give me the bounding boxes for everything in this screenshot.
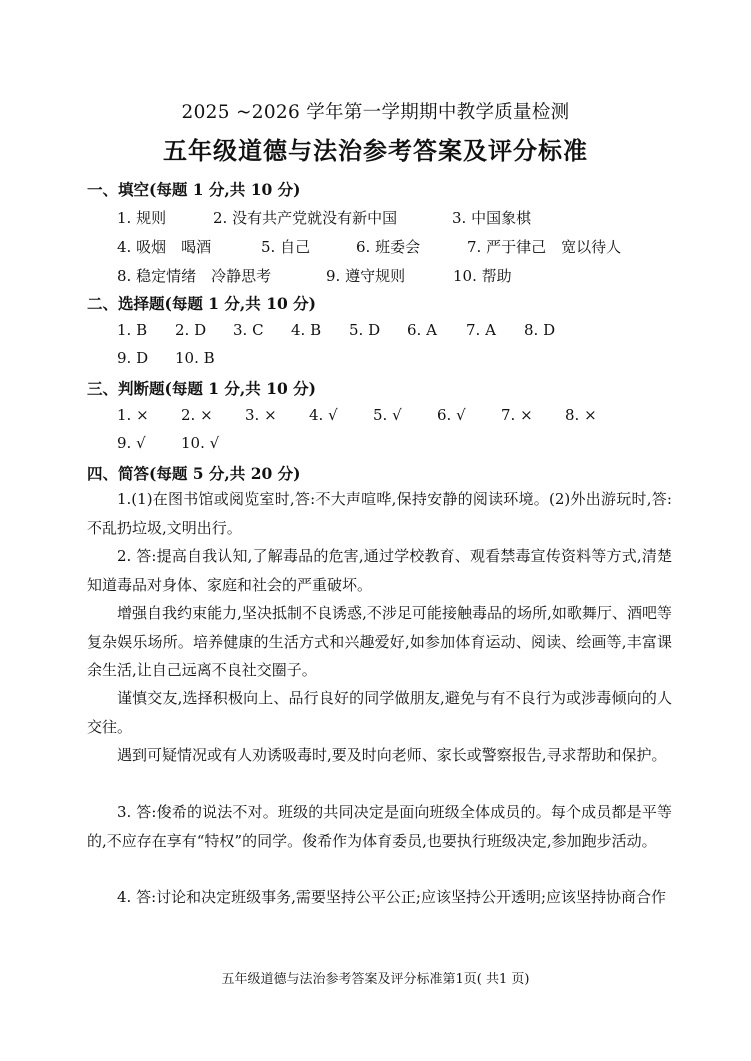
judge-answer: 5. √ [373,406,402,424]
short-answer-4: 4. 答:讨论和决定班级事务,需要坚持公平公正;应该坚持公开透明;应该坚持协商合作 [117,888,667,906]
short-answer-2-part: 增强自我约束能力,坚决抵制不良诱惑,不涉足可能接触毒品的场所,如歌舞厅、酒吧等复杂娱乐场所。培养健康的生活方式和兴趣爱好,如参加体育运动、阅读、绘画等,丰富课余生活,让自己远离不良社交圈子。 [87,604,672,679]
fill-answer: 8. 稳定情绪 冷静思考 [117,267,272,285]
fill-answer: 2. 没有共产党就没有新中国 [213,209,398,227]
section-short-heading: 四、简答(每题 5 分,共 20 分) [87,464,301,483]
fill-answer: 6. 班委会 [356,238,421,256]
fill-answer: 4. 吸烟 喝酒 [117,238,212,256]
fill-answer: 10. 帮助 [453,267,512,285]
judge-answer: 3. × [245,406,277,424]
page-footer: 五年级道德与法治参考答案及评分标准第1页( 共1 页) [221,972,530,987]
section-fill-heading: 一、填空(每题 1 分,共 10 分) [87,180,301,199]
fill-answer: 7. 严于律己 宽以待人 [467,238,622,256]
section-judge-heading: 三、判断题(每题 1 分,共 10 分) [87,379,317,398]
document-title: 五年级道德与法治参考答案及评分标准 [163,136,588,165]
short-answer-3: 3. 答:俊希的说法不对。班级的共同决定是面向班级全体成员的。每个成员都是平等的,不应存在享有“特权”的同学。俊希作为体育委员,也要执行班级决定,参加跑步活动。 [87,803,672,850]
judge-answer: 8. × [565,406,597,424]
judge-answer: 2. × [181,406,213,424]
section-choice-heading: 二、选择题(每题 1 分,共 10 分) [87,294,317,313]
fill-answer: 9. 遵守规则 [326,267,406,285]
judge-answer: 6. √ [437,406,466,424]
exam-title: 2025 ~2026 学年第一学期期中教学质量检测 [181,102,570,123]
choice-answer: 2. D [175,321,207,339]
choice-answer: 9. D [117,349,149,367]
choice-answer: 6. A [407,321,437,339]
choice-answer: 10. B [175,349,215,367]
judge-answer: 7. × [501,406,533,424]
short-answer-2-part: 谨慎交友,选择积极向上、品行良好的同学做朋友,避免与有不良行为或涉毒倾向的人交往。 [87,689,672,736]
fill-answer: 3. 中国象棋 [452,209,532,227]
choice-answer: 1. B [117,321,148,339]
short-answer-2: 2. 答:提高自我认知,了解毒品的危害,通过学校教育、观看禁毒宣传资料等方式,清楚知道毒品对身体、家庭和社会的严重破坏。 [87,547,672,594]
fill-answer: 1. 规则 [117,209,167,227]
fill-answer: 5. 自己 [261,238,311,256]
choice-answer: 8. D [524,321,556,339]
choice-answer: 3. C [233,321,264,339]
choice-answer: 7. A [466,321,496,339]
judge-answer: 9. √ [117,434,146,452]
judge-answer: 10. √ [181,434,220,452]
short-answer-2-part: 遇到可疑情况或有人劝诱吸毒时,要及时向老师、家长或警察报告,寻求帮助和保护。 [117,746,667,764]
judge-answer: 1. × [117,406,149,424]
short-answer-1: 1.(1)在图书馆或阅览室时,答:不大声喧哗,保持安静的阅读环境。(2)外出游玩时,答:不乱扔垃圾,文明出行。 [87,490,672,537]
choice-answer: 4. B [291,321,322,339]
choice-answer: 5. D [349,321,381,339]
judge-answer: 4. √ [309,406,338,424]
